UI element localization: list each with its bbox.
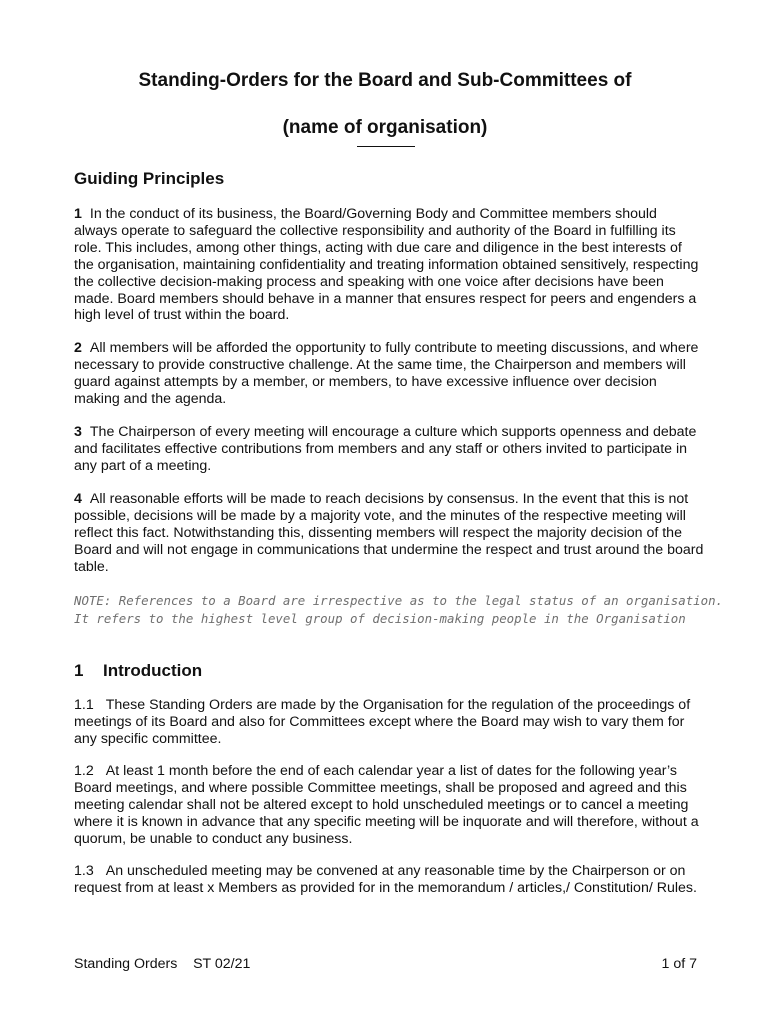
paragraph-text: All reasonable efforts will be made to reach decisions by consensus. In the event that this is not possible, decisions will be made by a majority vote, and the minutes of the respective meeting will reflect this fact. Notwithstanding this, dissenting members will respect the majority decision of the Board and will not engage in communications that undermine the respect and trust around the board table. [74,491,704,575]
document-title: Standing-Orders for the Board and Sub-Committees of [138,70,632,91]
section-number: 1 [74,661,84,680]
note-line: It refers to the highest level group of decision-making people in the Organisation [74,611,686,626]
organisation-name-placeholder: (name of organisation) [282,117,488,138]
subsection-text: These Standing Orders are made by the Organisation for the regulation of the proceedings of meetings of its Board and also for Committees except where the Board may wish to vary them for any specific committee. [74,697,691,747]
introduction-heading [74,661,202,681]
section-1-1 [74,697,704,748]
section-title: Introduction [103,661,203,680]
title-underline-divider [357,146,415,147]
footer-document-reference: Standing Orders ST 02/21 [74,956,251,972]
subsection-number: 1.2 [74,763,94,779]
guiding-principle-3 [74,424,704,475]
guiding-principles-heading: Guiding Principles [74,169,225,188]
note-line: NOTE: References to a Board are irrespective as to the legal status of an organisation. [74,593,724,608]
guiding-principle-2 [74,340,704,408]
subsection-text: An unscheduled meeting may be convened at any reasonable time by the Chairperson or on request from at least x Members as provided for in the memorandum / articles,/ Constitution/ Rules. [74,863,697,896]
paragraph-text: All members will be afforded the opportunity to fully contribute to meeting discussions, and where necessary to provide constructive challenge. At the same time, the Chairperson and members will guard against attempts by a member, or members, to have excessive influence over decision making and the agenda. [74,340,699,407]
board-definition-note [74,592,724,628]
paragraph-number: 2 [74,340,82,356]
subsection-number: 1.1 [74,697,94,713]
subsection-text: At least 1 month before the end of each calendar year a list of dates for the following year’s Board meetings, and where possible Committee meetings, shall be proposed and agreed and this meeting calendar shall not be altered except to hold unscheduled meetings or to cancel a meeting where it is known in advance that any specific meeting will be inquorate and will therefore, without a quorum, be unable to conduct any business. [74,763,699,847]
paragraph-number: 1 [74,206,82,222]
footer-page-number: 1 of 7 [661,956,697,972]
section-1-3 [74,863,704,897]
guiding-principle-1 [74,206,704,324]
paragraph-text: In the conduct of its business, the Board/Governing Body and Committee members should always operate to safeguard the collective responsibility and authority of the Board in fulfilling its role. This includes, among other things, acting with due care and diligence in the best interests of the organisation, maintaining confidentiality and treating information obtained sensitively, respecting the collective decision-making process and speaking with one voice after decisions have been made. Board members should behave in a manner that ensures respect for peers and engenders a high level of trust within the board. [74,206,699,324]
section-1-2 [74,763,704,848]
guiding-principle-4 [74,491,704,576]
paragraph-text: The Chairperson of every meeting will encourage a culture which supports openness and debate and facilitates effective contributions from members and any staff or others invited to participate in any part of a meeting. [74,424,697,474]
subsection-number: 1.3 [74,863,94,879]
paragraph-number: 4 [74,491,82,507]
paragraph-number: 3 [74,424,82,440]
